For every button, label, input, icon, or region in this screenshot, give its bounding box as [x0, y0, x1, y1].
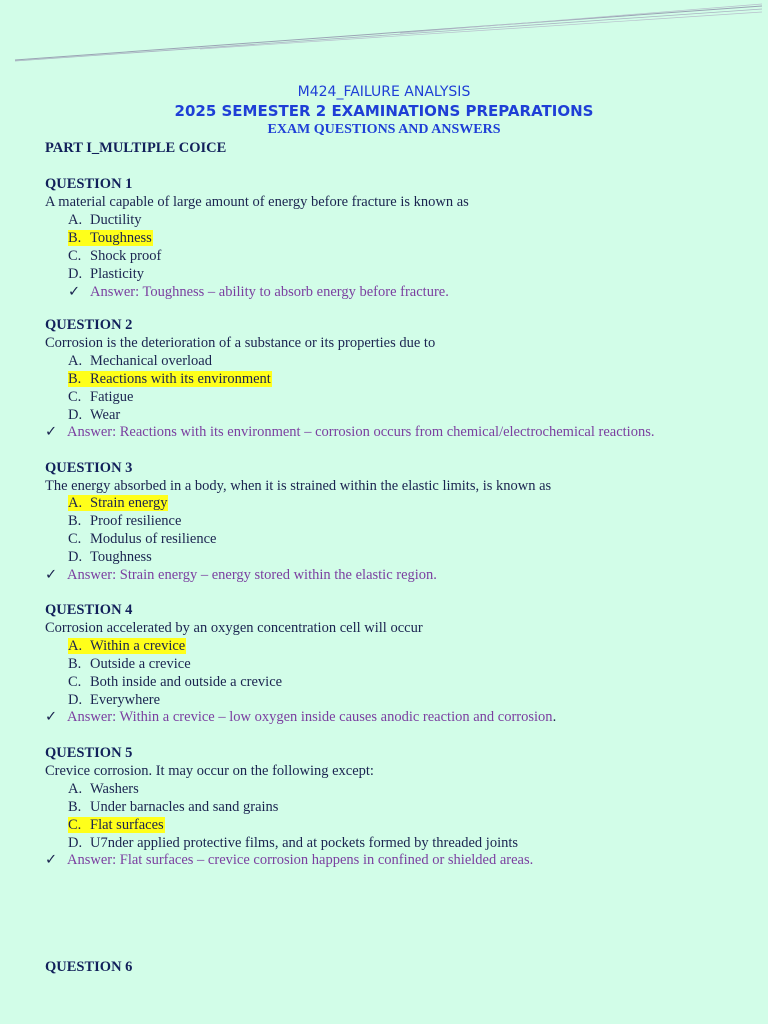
exam-subtitle: EXAM QUESTIONS AND ANSWERS [267, 122, 501, 137]
question-text: The energy absorbed in a body, when it is strained within the elastic limits, is known as [45, 478, 552, 494]
option-c: C. Fatigue [68, 389, 134, 405]
option-b: B. Outside a crevice [68, 656, 191, 672]
check-icon: ✓ [45, 424, 58, 440]
course-title: M424_FAILURE ANALYSIS [297, 84, 471, 100]
answer-line: ✓ Answer: Reactions with its environment – corrosion occurs from chemical/electrochemical reactions. [45, 424, 655, 440]
decorative-lines [0, 0, 768, 70]
question-title: QUESTION 3 [45, 460, 133, 476]
option-d: D. Plasticity [68, 266, 144, 282]
question-title: QUESTION 2 [45, 317, 133, 333]
check-icon: ✓ [68, 284, 81, 300]
option-a-highlighted: A. Strain energy [68, 495, 168, 511]
check-icon: ✓ [45, 709, 58, 725]
part-title: PART I_MULTIPLE COICE [45, 140, 227, 156]
option-a-highlighted: A. Within a crevice [68, 638, 186, 654]
option-b-highlighted: B. Toughness [68, 230, 152, 246]
check-icon: ✓ [45, 852, 58, 868]
option-d: D. U7nder applied protective films, and at pockets formed by threaded joints [68, 835, 519, 851]
option-b: B. Under barnacles and sand grains [68, 799, 279, 815]
question-title: QUESTION 5 [45, 745, 133, 761]
option-a: A. Washers [68, 781, 139, 797]
check-icon: ✓ [45, 567, 58, 583]
question-text: A material capable of large amount of energy before fracture is known as [45, 194, 469, 210]
option-c-highlighted: C. Flat surfaces [68, 817, 164, 833]
question-title: QUESTION 4 [45, 602, 133, 618]
question-title: QUESTION 6 [45, 959, 133, 975]
answer-line: ✓ Answer: Within a crevice – low oxygen inside causes anodic reaction and corrosion. [45, 709, 557, 725]
option-c: C. Both inside and outside a crevice [68, 674, 283, 690]
option-d: D. Wear [68, 407, 121, 423]
option-c: C. Shock proof [68, 248, 162, 264]
exam-title: 2025 SEMESTER 2 EXAMINATIONS PREPARATIONS [174, 102, 594, 120]
option-b-highlighted: B. Reactions with its environment [68, 371, 271, 387]
option-a: A. Ductility [68, 212, 142, 228]
answer-line: ✓ Answer: Strain energy – energy stored within the elastic region. [45, 567, 437, 583]
option-d: D. Toughness [68, 549, 152, 565]
option-a: A. Mechanical overload [68, 353, 212, 369]
question-text: Corrosion is the deterioration of a substance or its properties due to [45, 335, 436, 351]
option-c: C. Modulus of resilience [68, 531, 217, 547]
question-text: Crevice corrosion. It may occur on the following except: [45, 763, 374, 779]
answer-line: ✓ Answer: Toughness – ability to absorb energy before fracture. [68, 284, 449, 300]
option-b: B. Proof resilience [68, 513, 182, 529]
question-title: QUESTION 1 [45, 176, 133, 192]
answer-line: ✓ Answer: Flat surfaces – crevice corrosion happens in confined or shielded areas. [45, 852, 534, 868]
option-d: D. Everywhere [68, 692, 161, 708]
question-text: Corrosion accelerated by an oxygen concentration cell will occur [45, 620, 423, 636]
